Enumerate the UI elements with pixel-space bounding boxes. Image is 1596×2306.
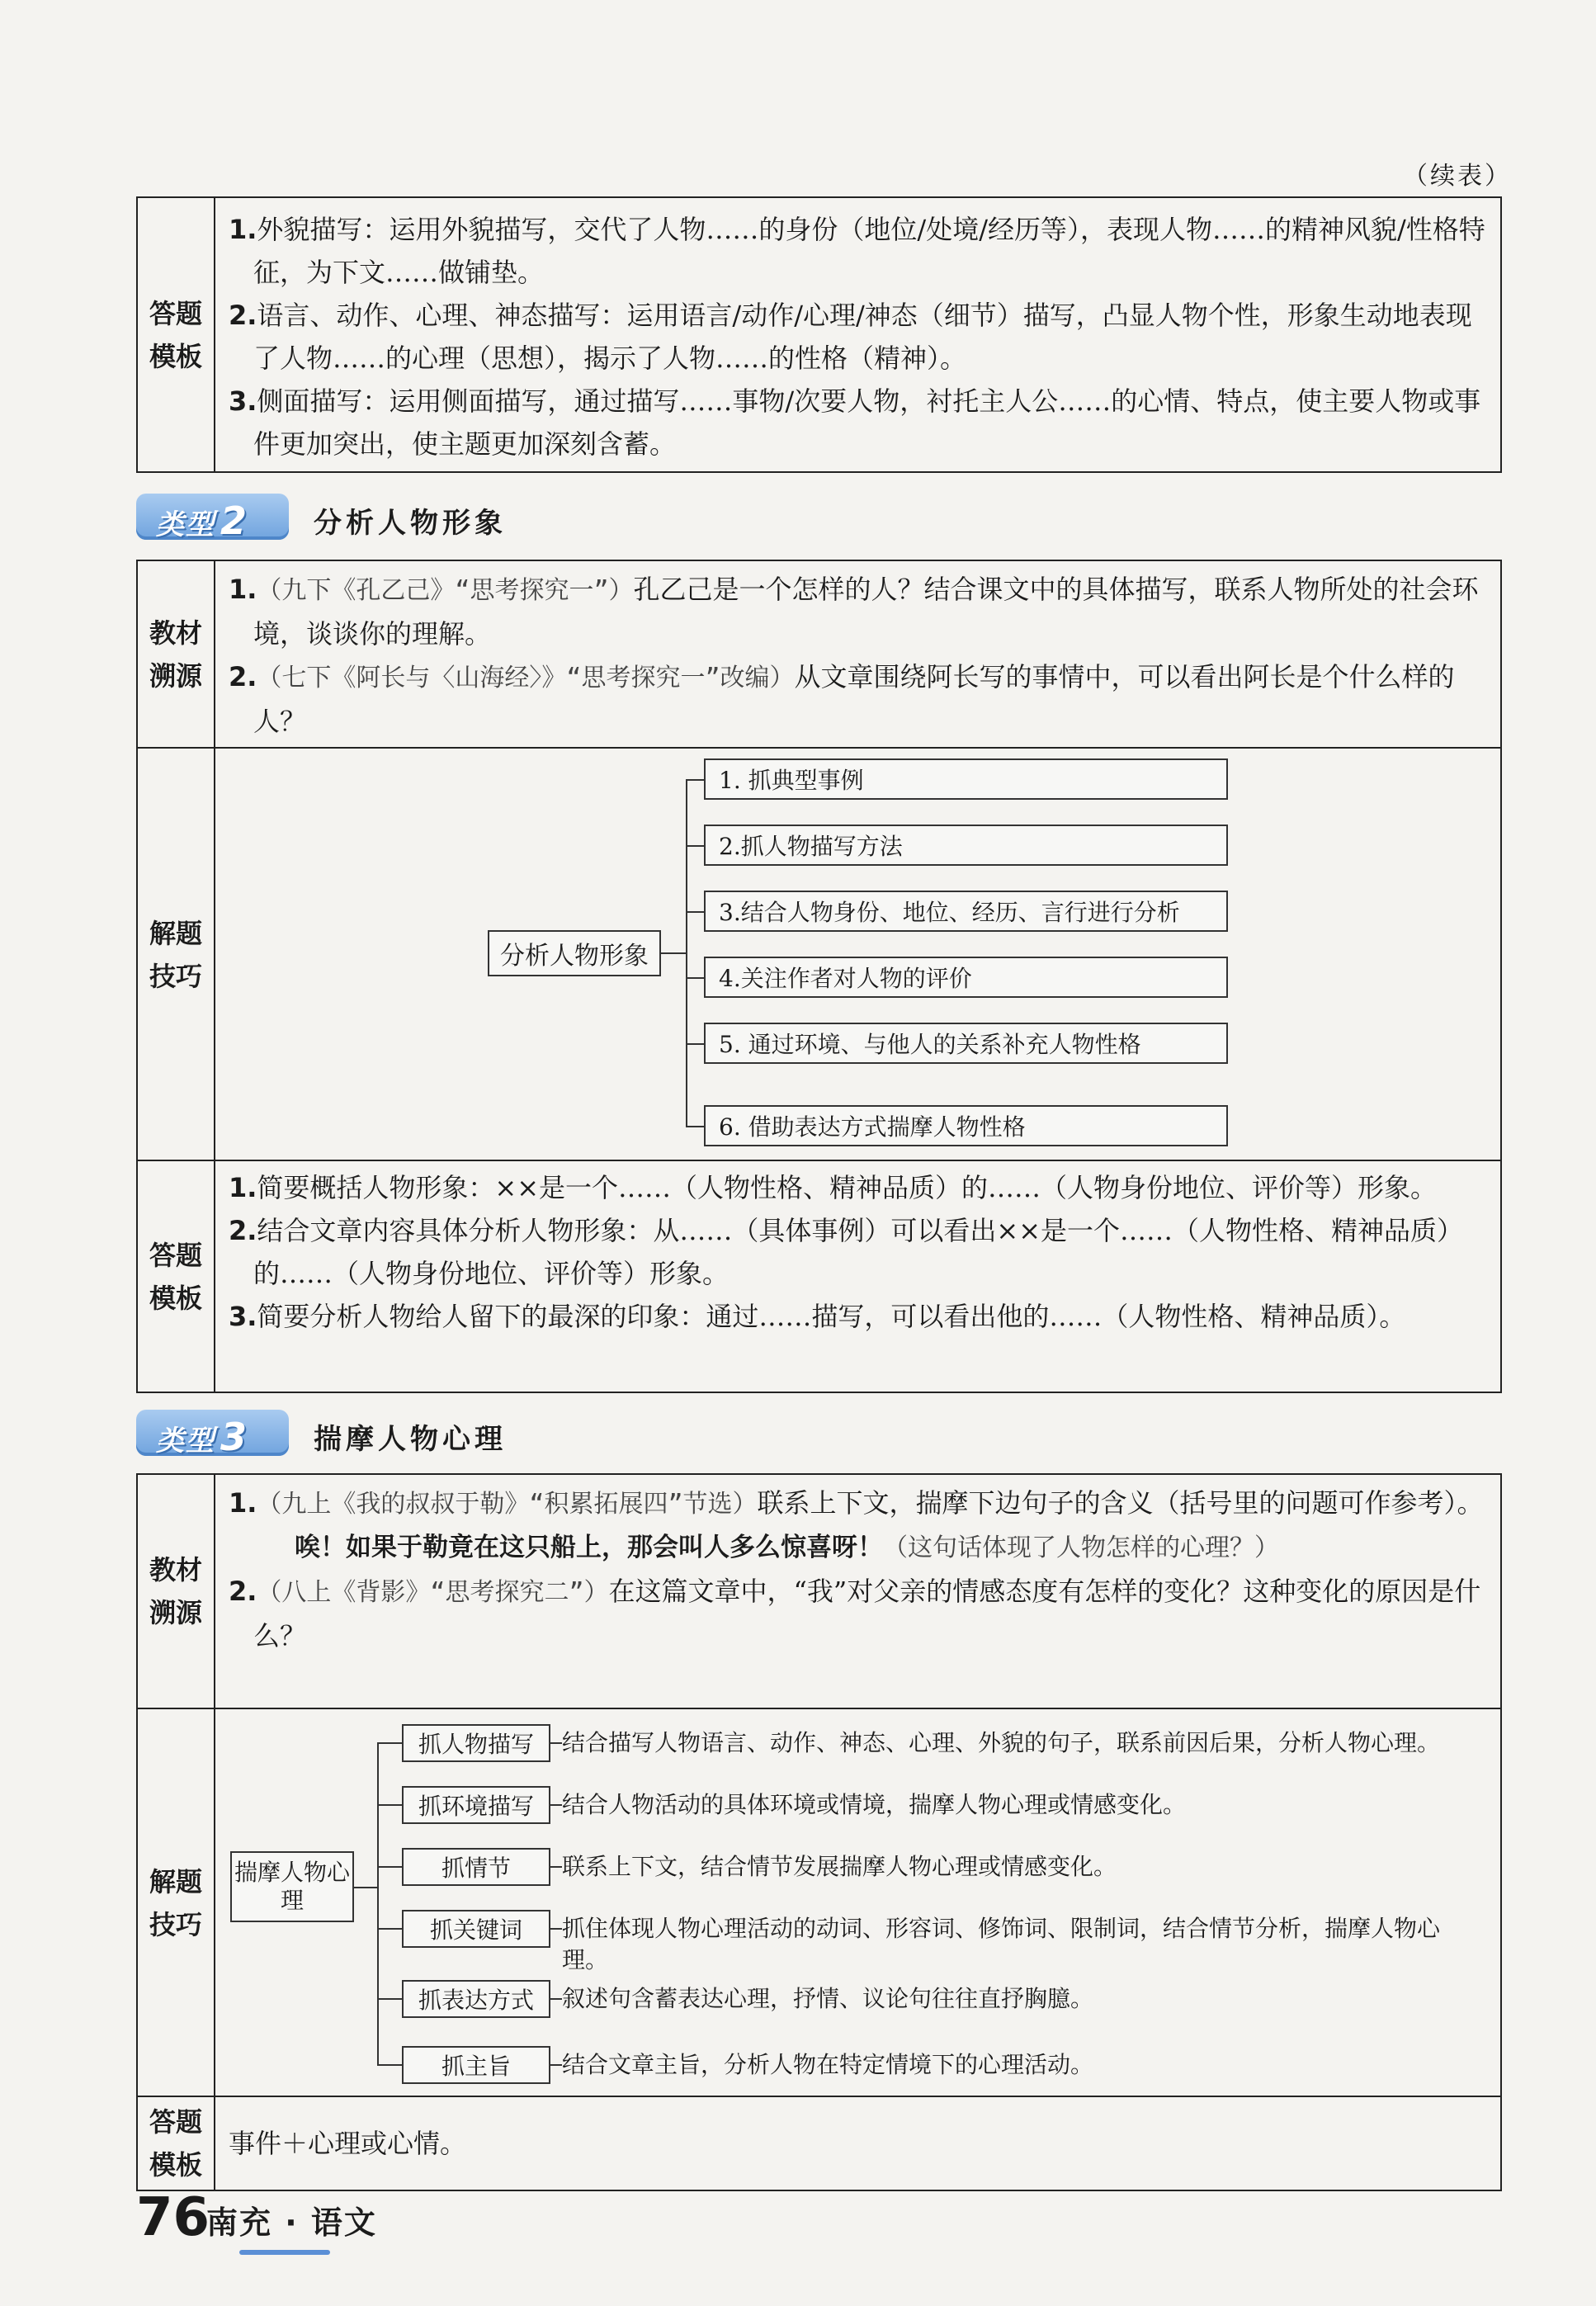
continued-label: （续表） xyxy=(1403,162,1512,191)
type2-table xyxy=(136,560,1502,1393)
template-item: 2.语言、动作、心理、神态描写：运用语言/动作/心理/神态（细节）描写，凸显人物个性，形象生动地表现了人物……的心理（思想），揭示了人物……的性格（精神）。 xyxy=(229,300,1472,374)
type-title: 揣摩人物心理 xyxy=(314,1423,507,1456)
row-label: 答题模板 xyxy=(138,1161,215,1392)
mindmap-branch: 抓主旨 xyxy=(402,2046,550,2084)
template-item: 1.外貌描写：运用外貌描写，交代了人物……的身份（地位/处境/经历等），表现人物……的精神风貌/性格特征，为下文……做铺垫。 xyxy=(229,214,1485,288)
mindmap-center: 揣摩人物心理 xyxy=(230,1851,354,1922)
template-item: 1.简要概括人物形象：××是一个……（人物性格、精神品质）的……（人物身份地位、评价等）形象。 xyxy=(229,1172,1438,1203)
type3-table xyxy=(136,1473,1502,2191)
source-row xyxy=(138,561,1500,747)
mindmap-branch: 1. 抓典型事例 xyxy=(704,758,1228,800)
mindmap xyxy=(214,749,1500,1161)
footer-decoration xyxy=(239,2250,330,2255)
template-row xyxy=(138,2096,1500,2190)
mindmap-branch: 6. 借助表达方式揣摩人物性格 xyxy=(704,1105,1228,1146)
mindmap-branch: 4.关注作者对人物的评价 xyxy=(704,957,1228,998)
branch-desc: 叙述句含蓄表达心理，抒情、议论句往往直抒胸臆。 xyxy=(562,1985,1094,2012)
type3-header: 类型 3 揣摩人物心理 xyxy=(136,1410,631,1459)
type-title: 分析人物形象 xyxy=(314,507,507,540)
source-item: 1.（九下《孔乙己》“思考探究一”）孔乙己是一个怎样的人？结合课文中的具体描写，联系人物所处的社会环境，谈谈你的理解。 xyxy=(229,574,1479,650)
template-item: 3.简要分析人物给人留下的最深的印象：通过……描写，可以看出他的……（人物性格、精神品质）。 xyxy=(229,1301,1406,1332)
template-item: 事件＋心理或心情。 xyxy=(229,2128,467,2159)
row-label: 答题模板 xyxy=(138,198,215,471)
mindmap-branch: 抓人物描写 xyxy=(402,1724,550,1762)
row-label: 答题模板 xyxy=(138,2097,215,2190)
source-item: 2.（七下《阿长与〈山海经〉》“思考探究一”改编）从文章围绕阿长写的事情中，可以看出阿长是个什么样的人？ xyxy=(229,661,1455,737)
mindmap-branch: 抓关键词 xyxy=(402,1910,550,1948)
book-title: 南充 · 语文 xyxy=(206,2204,377,2241)
branch-desc: 联系上下文，结合情节发展揣摩人物心理或情感变化。 xyxy=(562,1853,1117,1880)
source-item: 1.（九上《我的叔叔于勒》“积累拓展四”节选）联系上下文，揣摩下边句子的含义（括号里的问题可作参考）。 xyxy=(229,1487,1484,1519)
row-label: 教材溯源 xyxy=(138,1475,215,1708)
type1-template-table xyxy=(136,196,1502,473)
template-item: 2.结合文章内容具体分析人物形象：从……（具体事例）可以看出××是一个……（人物性格、精神品质）的……（人物身份地位、评价等）形象。 xyxy=(229,1215,1464,1289)
type2-header: 类型 2 分析人物形象 xyxy=(136,494,631,543)
mindmap-branch: 抓表达方式 xyxy=(402,1980,550,2018)
template-row xyxy=(138,198,1500,471)
source-quote: 唉！如果于勒竟在这只船上，那会叫人多么惊喜呀！（这句话体现了人物怎样的心理？） xyxy=(295,1533,1279,1562)
mindmap-center: 分析人物形象 xyxy=(488,930,661,976)
source-item: 2.（八上《背影》“思考探究二”）在这篇文章中，“我”对父亲的情感态度有怎样的变化？这种变化的原因是什么？ xyxy=(229,1576,1481,1652)
branch-desc: 抓住体现人物心理活动的动词、形容词、修饰词、限制词，结合情节分析，揣摩人物心理。 xyxy=(562,1915,1441,1973)
page-number: 76 xyxy=(136,2187,210,2248)
mindmap-branch: 抓环境描写 xyxy=(402,1786,550,1824)
mindmap-branch: 抓情节 xyxy=(402,1848,550,1886)
mindmap-branch: 2.抓人物描写方法 xyxy=(704,825,1228,866)
row-label: 教材溯源 xyxy=(138,561,215,747)
mindmap-branch: 5. 通过环境、与他人的关系补充人物性格 xyxy=(704,1023,1228,1064)
template-item: 3.侧面描写：运用侧面描写，通过描写……事物/次要人物，衬托主人公……的心情、特点，使主要人物或事件更加突出，使主题更加深刻含蓄。 xyxy=(229,385,1481,460)
mindmap-branch: 3.结合人物身份、地位、经历、言行进行分析 xyxy=(704,891,1228,932)
template-row xyxy=(138,1160,1500,1392)
branch-desc: 结合人物活动的具体环境或情境，揣摩人物心理或情感变化。 xyxy=(562,1791,1187,1818)
branch-desc: 结合文章主旨，分析人物在特定情境下的心理活动。 xyxy=(562,2051,1094,2078)
row-label: 解题技巧 xyxy=(138,1709,215,2097)
row-label: 解题技巧 xyxy=(138,749,215,1161)
skills-row xyxy=(138,747,1500,1161)
source-row xyxy=(138,1475,1500,1708)
mindmap xyxy=(214,1709,1500,2097)
branch-desc: 结合描写人物语言、动作、神态、心理、外貌的句子，联系前因后果，分析人物心理。 xyxy=(562,1729,1441,1756)
skills-row xyxy=(138,1708,1500,2097)
